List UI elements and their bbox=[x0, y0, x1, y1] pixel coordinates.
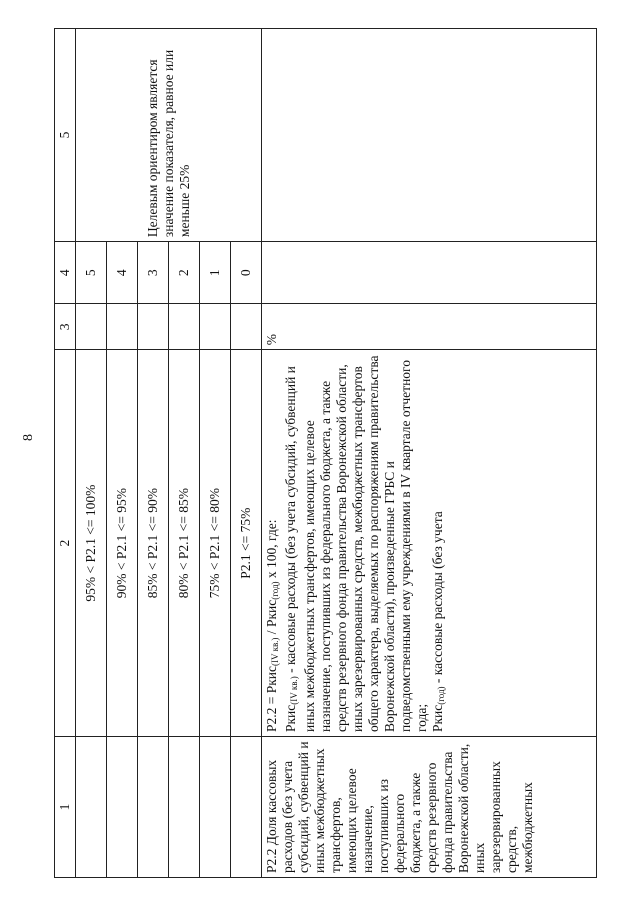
indicator-row bbox=[262, 29, 597, 878]
header-col-4: 4 bbox=[55, 242, 76, 304]
empty-cell bbox=[169, 737, 200, 878]
range-cell: 85% < P2.1 <= 90% bbox=[138, 350, 169, 737]
def1-term: Ркис bbox=[283, 704, 298, 733]
range-cell: P2.1 <= 75% bbox=[231, 350, 262, 737]
page-number: 8 bbox=[21, 434, 36, 441]
empty-cell bbox=[231, 737, 262, 878]
score-cell: 5 bbox=[76, 242, 107, 304]
header-col-3: 3 bbox=[55, 304, 76, 350]
formula-cell bbox=[262, 350, 597, 737]
score-cell: 0 bbox=[231, 242, 262, 304]
target-note-cell: Целевым ориентиром является значение показателя, равное или меньше 25% bbox=[76, 29, 262, 242]
header-col-5: 5 bbox=[55, 29, 76, 242]
empty-cell bbox=[107, 304, 138, 350]
range-cell: 95% < P2.1 <= 100% bbox=[76, 350, 107, 737]
formula-part-b: / Ркис bbox=[264, 599, 279, 638]
header-col-1: 1 bbox=[55, 737, 76, 878]
formula-part-c: х 100, где: bbox=[264, 519, 279, 582]
table-rotated-container bbox=[54, 28, 572, 878]
header-col-2: 2 bbox=[55, 350, 76, 737]
empty-cell bbox=[200, 304, 231, 350]
score-cell: 4 bbox=[107, 242, 138, 304]
formula-line bbox=[264, 354, 283, 732]
empty-cell bbox=[231, 304, 262, 350]
table-row bbox=[76, 29, 107, 878]
range-cell: 80% < P2.1 <= 85% bbox=[169, 350, 200, 737]
header-row bbox=[55, 29, 76, 878]
formula-part-a: Р2.2 = Ркис bbox=[264, 666, 279, 733]
score-cell: 1 bbox=[200, 242, 231, 304]
empty-cell bbox=[138, 737, 169, 878]
def2-term: Ркис bbox=[430, 704, 445, 733]
definition-year bbox=[430, 354, 449, 732]
formula-subscript-year: (год) bbox=[270, 581, 280, 600]
criteria-table bbox=[54, 28, 597, 878]
formula-subscript-quarter: (IV кв.) bbox=[270, 637, 280, 667]
empty-cell bbox=[200, 737, 231, 878]
score-cell: 3 bbox=[138, 242, 169, 304]
def2-subscript: (год) bbox=[436, 686, 446, 705]
empty-cell bbox=[138, 304, 169, 350]
def1-subscript: (IV кв.) bbox=[289, 676, 299, 705]
indicator-name-cell: Р2.2 Доля кассовых расходов (без учета субсидий, субвенций и иных межбюджетных трансфертов, имеющих целевое назначение, поступивших из федерального бюджета, а также средств резервного фонда правительства Воронежской области, иных зарезервированных средств, межбюджетных bbox=[262, 737, 597, 878]
def1-text: - кассовые расходы (без учета субсидий, субвенций и иных межбюджетных трансфертов, имеющих целевое назначение, поступивших из федерального бюджета, а также средств резервного фонда правительства Воронежской области, иных зарезервированных средств, межбюджетных трансфертов общего характера, выделяемых по распоряжениям правительства Воронежской области), произведенные ГРБС и подведомственными ему учреждениями в IV квартале отчетного года; bbox=[283, 355, 429, 733]
empty-cell bbox=[76, 304, 107, 350]
range-cell: 75% < P2.1 <= 80% bbox=[200, 350, 231, 737]
definition-quarter bbox=[283, 354, 430, 732]
empty-cell bbox=[76, 737, 107, 878]
empty-cell bbox=[262, 29, 597, 242]
empty-cell bbox=[107, 737, 138, 878]
score-cell: 2 bbox=[169, 242, 200, 304]
empty-cell bbox=[169, 304, 200, 350]
range-cell: 90% < P2.1 <= 95% bbox=[107, 350, 138, 737]
empty-cell bbox=[262, 242, 597, 304]
def2-text: - кассовые расходы (без учета bbox=[430, 511, 445, 687]
unit-cell: % bbox=[262, 304, 597, 350]
